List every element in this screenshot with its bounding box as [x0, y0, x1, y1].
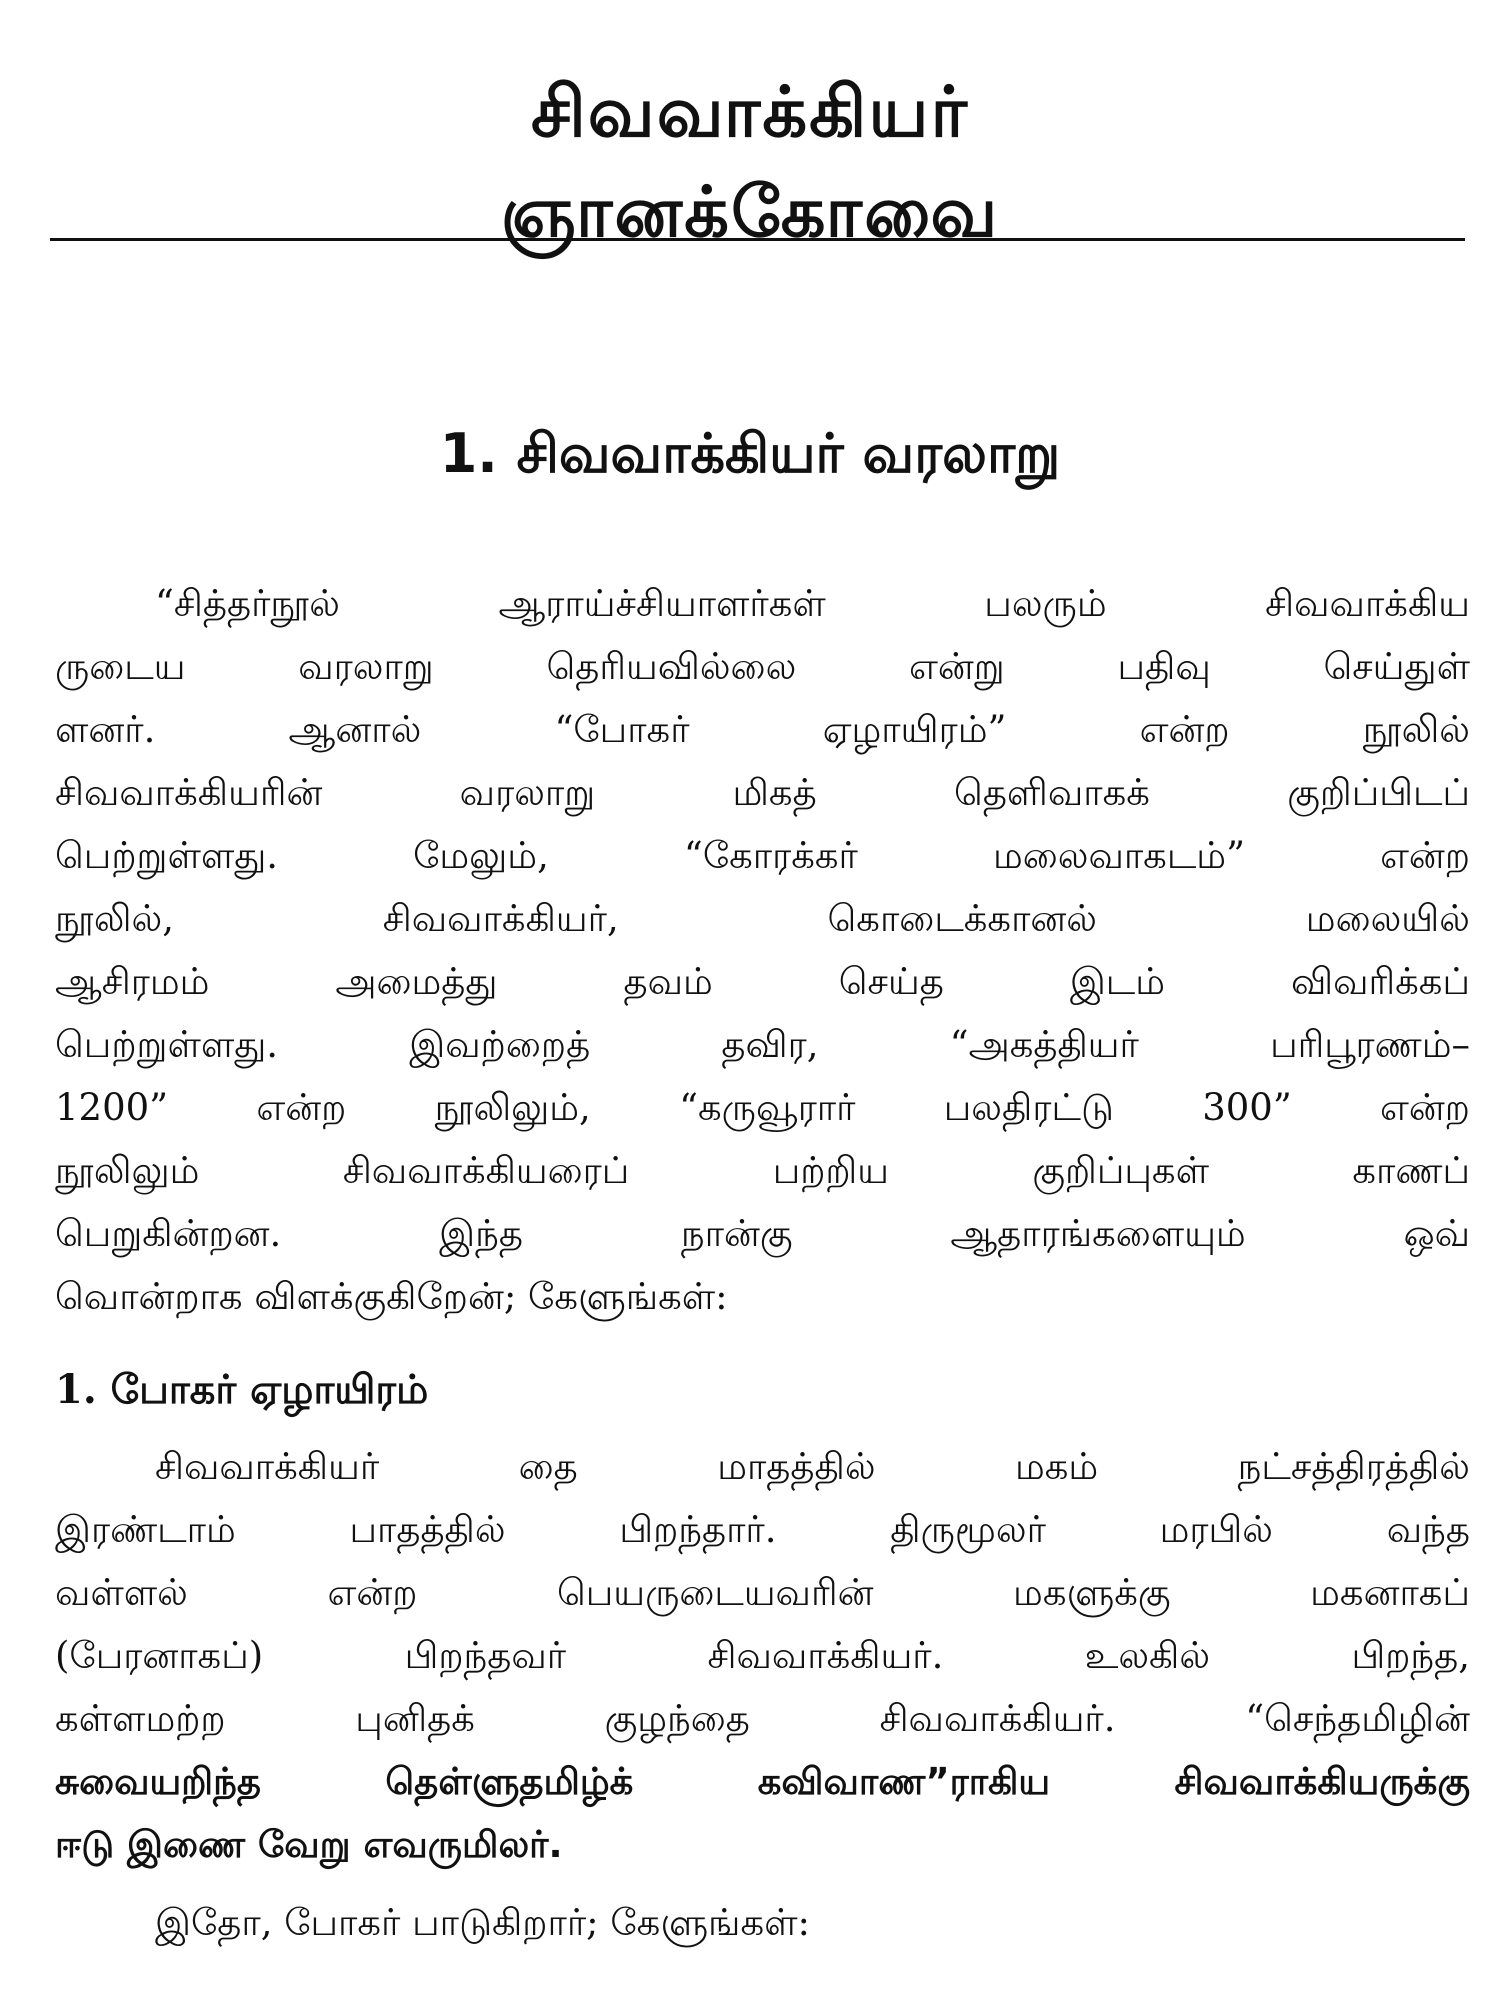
- paragraph-line: ஈடு இணை வேறு எவருமிலர்.: [55, 1823, 563, 1866]
- book-title-line-1: சிவவாக்கியர்: [530, 71, 970, 153]
- paragraph-line: வள்ளல் என்ற பெயருடையவரின் மகளுக்கு மகனாகப்: [55, 1571, 1470, 1614]
- paragraph-line: சுவையறிந்த தெள்ளுதமிழ்க் கவிவாண”ராகிய சிவவாக்கியருக்கு: [55, 1760, 1470, 1803]
- paragraph-line: 1200” என்ற நூலிலும், “கருவூரார் பலதிரட்டு 300” என்ற: [55, 1086, 1470, 1129]
- paragraph-line: பெற்றுள்ளது. மேலும், “கோரக்கர் மலைவாகடம்” என்ற: [55, 834, 1470, 877]
- paragraph-line: நூலில், சிவவாக்கியர், கொடைக்கானல் மலையில்: [55, 897, 1470, 940]
- book-title-line-2: ஞானக்கோவை: [500, 171, 1000, 253]
- paragraph-line: நூலிலும் சிவவாக்கியரைப் பற்றிய குறிப்புகள் காணப்: [55, 1149, 1470, 1192]
- paragraph-line: சிவவாக்கியரின் வரலாறு மிகத் தெளிவாகக் குறிப்பிடப்: [55, 771, 1470, 814]
- paragraph-line: வொன்றாக விளக்குகிறேன்; கேளுங்கள்:: [55, 1275, 728, 1318]
- title-divider: [50, 238, 1465, 241]
- paragraph-line: பெறுகின்றன. இந்த நான்கு ஆதாரங்களையும் ஒவ்: [55, 1212, 1470, 1255]
- paragraph-line: “சித்தர்நூல் ஆராய்ச்சியாளர்கள் பலரும் சிவவாக்கிய: [155, 582, 1470, 625]
- closing-line: இதோ, போகர் பாடுகிறார்; கேளுங்கள்:: [155, 1901, 810, 1944]
- section-heading: 1. போகர் ஏழாயிரம்: [55, 1366, 429, 1413]
- paragraph-line: பெற்றுள்ளது. இவற்றைத் தவிர, “அகத்தியர் பரிபூரணம்–: [55, 1023, 1470, 1066]
- paragraph-line: சிவவாக்கியர் தை மாதத்தில் மகம் நட்சத்திரத்தில்: [155, 1445, 1470, 1488]
- paragraph-line: ளனர். ஆனால் “போகர் ஏழாயிரம்” என்ற நூலில்: [55, 708, 1470, 751]
- paragraph-line: ருடைய வரலாறு தெரியவில்லை என்று பதிவு செய்துள்: [55, 645, 1470, 688]
- paragraph-line: இரண்டாம் பாதத்தில் பிறந்தார். திருமூலர் மரபில் வந்த: [55, 1508, 1470, 1551]
- paragraph-line: கள்ளமற்ற புனிதக் குழந்தை சிவவாக்கியர். “செந்தமிழின்: [55, 1697, 1470, 1740]
- paragraph-line: (பேரனாகப்) பிறந்தவர் சிவவாக்கியர். உலகில் பிறந்த,: [55, 1634, 1470, 1677]
- chapter-title: 1. சிவவாக்கியர் வரலாறு: [439, 422, 1061, 485]
- paragraph-line: ஆசிரமம் அமைத்து தவம் செய்த இடம் விவரிக்கப்: [55, 960, 1470, 1003]
- book-title: [0, 62, 1500, 262]
